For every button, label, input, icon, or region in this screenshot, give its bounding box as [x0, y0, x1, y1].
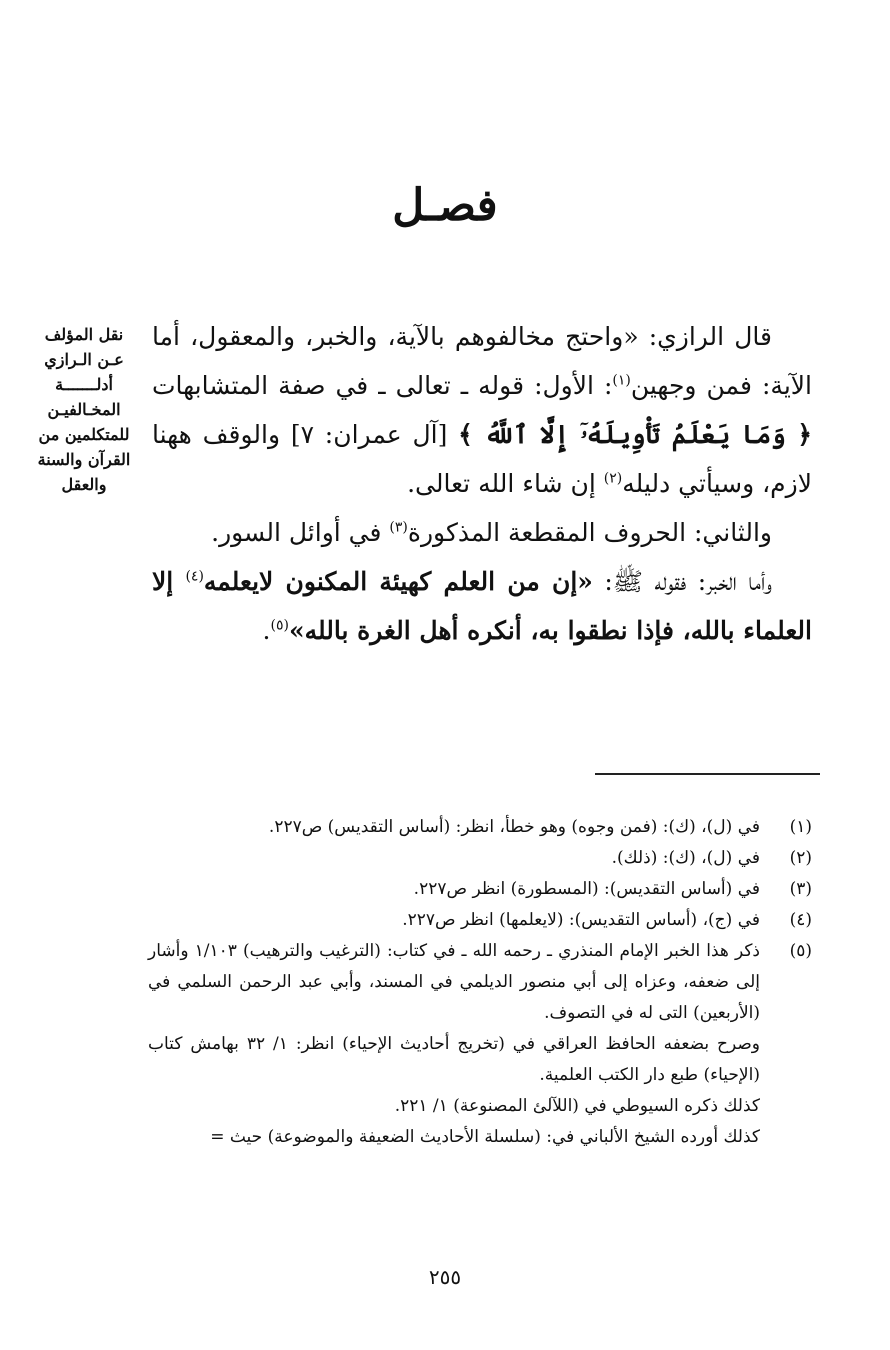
footnote-text: في (أساس التقديس): (المسطورة) انظر ص٢٢٧. — [413, 879, 760, 899]
footnote — [148, 905, 812, 936]
footnote-continuation — [148, 1122, 812, 1153]
paragraph-3 — [152, 557, 812, 655]
footnote-ref-5: (٥) — [270, 617, 289, 634]
page-number: ٢٥٥ — [428, 1265, 462, 1289]
hadith-text: «إن من العلم كهيئة المكنون لايعلمه — [203, 567, 593, 596]
footnote-text: وصرح بضعفه الحافظ العراقي في (تخريج أحاديث الإحياء) انظر: ١/ ٣٢ بهامش كتاب (الإحياء) طبع دار الكتب العلمية. — [148, 1034, 760, 1085]
paragraph-text: [آل عمران: ٧] والوقف ههنا لازم، وسيأتي دليله — [152, 420, 812, 498]
footnote-ref-2: (٢) — [603, 470, 623, 487]
footnote-continuation — [148, 1091, 812, 1122]
margin-note-line: نقل المؤلف — [44, 325, 124, 344]
footnote-ref-1: (١) — [612, 372, 631, 389]
footnote-text: كذلك أورده الشيخ الألباني في: (سلسلة الأحاديث الضعيفة والموضوعة) حيث = — [210, 1127, 760, 1147]
margin-note-line: القرآن والسنة — [37, 450, 131, 469]
footnote-number: (٤) — [789, 910, 812, 930]
section-heading: فصـل — [392, 180, 498, 231]
footnote-ref-4: (٤) — [185, 568, 204, 585]
paragraph-2 — [152, 508, 812, 557]
paragraph-text: والثاني: الحروف المقطعة المذكورة — [407, 518, 772, 547]
footnote — [148, 843, 812, 874]
footnote-ref-3: (٣) — [389, 519, 408, 536]
footnote-continuation — [148, 1029, 812, 1091]
hadith-text: إلا العلماء بالله، فإذا نطقوا به، أنكره أهل الغرة بالله» — [152, 567, 812, 645]
footnote-number: (٢) — [789, 848, 812, 868]
footnote-number — [760, 1122, 812, 1153]
footnote-number: (٣) — [789, 879, 812, 899]
footnote-text: في (ل)، (ك): (ذلك). — [611, 848, 760, 868]
footnote-number: (٥) — [789, 941, 812, 961]
paragraph-text: وأما الخبر: فقوله ﷺ: — [592, 567, 772, 596]
quran-verse: ﴿ وَمَا يَعْلَمُ تَأْوِيلَهُۥٓ إِلَّا ٱللَّهُ ﴾ — [458, 420, 812, 449]
footnote-number — [760, 1091, 812, 1122]
footnote-number — [760, 1029, 812, 1091]
footnote-text: كذلك ذكره السيوطي في (اللآلئ المصنوعة) ١/ ٢٢١. — [394, 1096, 760, 1116]
footnote-separator — [595, 773, 820, 775]
footnote — [148, 874, 812, 905]
footnote-number: (١) — [789, 817, 812, 837]
main-text — [152, 312, 812, 655]
paragraph-text: إن شاء الله تعالى. — [407, 469, 604, 498]
margin-note-line: والعقل — [61, 475, 107, 494]
paragraph-text: قال الرازي: «واحتج مخالفوهم بالآية، والخبر، والمعقول، أما الآية: فمن وجهين — [152, 322, 812, 400]
footnote-text: في (ل)، (ك): (فمن وجوه) وهو خطأ، انظر: (أساس التقديس) ص٢٢٧. — [268, 817, 760, 837]
paragraph-text: في أوائل السور. — [211, 518, 390, 547]
paragraph-text: : الأول: قوله ـ تعالى ـ في صفة المتشابهات — [152, 371, 613, 400]
footnote-text: في (ج)، (أساس التقديس): (لايعلمها) انظر ص٢٢٧. — [402, 910, 760, 930]
footnotes — [148, 812, 812, 1153]
paragraph-1 — [152, 312, 812, 508]
margin-note — [34, 322, 134, 497]
margin-note-line: عـن الـرازي — [44, 350, 124, 369]
footnote-text: ذكر هذا الخبر الإمام المنذري ـ رحمه الله ـ في كتاب: (الترغيب والترهيب) ١/١٠٣ وأشار إلى ضعفه، وعزاه إلى أبي منصور الديلمي في المسند، وأبي عبد الرحمن السلمي في (الأربعين) التى له في التصوف. — [148, 941, 760, 1023]
margin-note-line: أدلـــــــة — [55, 375, 113, 394]
paragraph-text: . — [262, 616, 271, 645]
footnote — [148, 812, 812, 843]
margin-note-line: للمتكلمين من — [38, 425, 130, 444]
margin-note-line: المخـالفيـن — [47, 400, 121, 419]
footnote — [148, 936, 812, 1029]
